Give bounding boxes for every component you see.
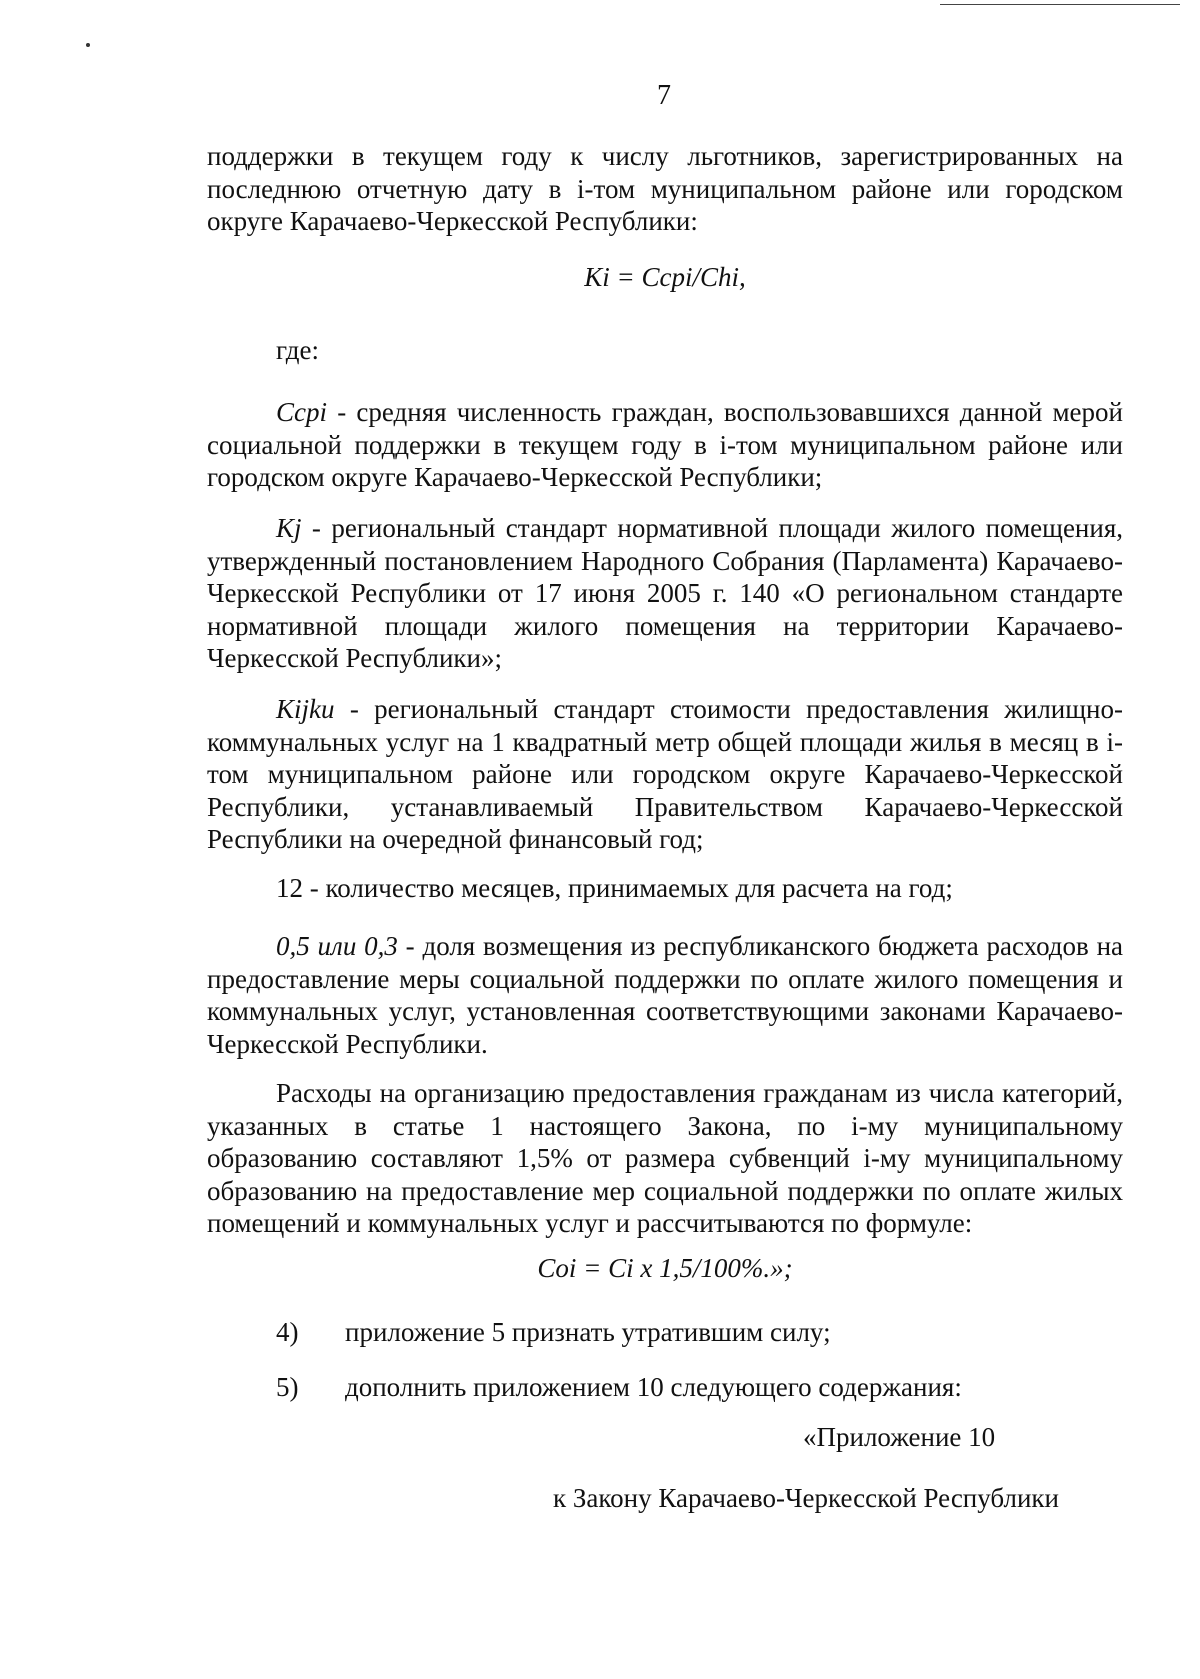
definition-text: 12 - количество месяцев, принимаемых для расчета на год;	[276, 873, 953, 903]
definition-kj	[207, 512, 1123, 675]
definition-term: 0,5 или 0,3	[276, 931, 398, 961]
definition-months	[207, 872, 1123, 905]
definition-kijku	[207, 693, 1123, 856]
scan-edge-line	[940, 4, 1180, 5]
definition-share	[207, 930, 1123, 1060]
formula-coi: Coi = Ci x 1,5/100%.»;	[537, 1253, 793, 1283]
page-number: 7	[657, 80, 671, 111]
list-item-number: 5)	[276, 1372, 299, 1402]
intro-paragraph: поддержки в текущем году к числу льготников, зарегистрированных на последнюю отчетную дату в i-том муниципальном районе или городском округе Карачаево-Черкесской Республики:	[207, 141, 1123, 236]
definition-term: Ccpi	[276, 397, 327, 427]
definition-text: - региональный стандарт нормативной площади жилого помещения, утвержденный постановлением Народного Собрания (Парламента) Карачаево-Черкесской Республики от 17 июня 2005 г. 140 «О региональном стандарте нормативной площади жилого помещения на территории Карачаево-Черкесской Республики»;	[207, 513, 1123, 673]
definition-text: - средняя численность граждан, воспользовавшихся данной мерой социальной поддержки в текущем году в i-том муниципальном районе или городском округе Карачаево-Черкесской Республики;	[207, 397, 1123, 492]
formula-ki: Ki = Ccpi/Chi,	[584, 262, 746, 292]
list-item-number: 4)	[276, 1317, 299, 1347]
where-label: где:	[276, 335, 319, 365]
definition-text: - доля возмещения из республиканского бюджета расходов на предоставление меры социальной поддержки по оплате жилого помещения и коммунальных услуг, установленная соответствующими законами Карачаево-Черкесской Республики.	[207, 931, 1124, 1059]
definition-term: Kj	[276, 513, 302, 543]
expenses-paragraph: Расходы на организацию предоставления гражданам из числа категорий, указанных в статье 1 настоящего Закона, по i-му муниципальному образованию составляют 1,5% от размера субвенций i-му муниципальному образованию на предоставление мер социальной поддержки по оплате жилых помещений и коммунальных услуг и рассчитываются по формуле:	[207, 1078, 1123, 1238]
definition-ccpi	[207, 396, 1123, 494]
definition-text: - региональный стандарт стоимости предоставления жилищно-коммунальных услуг на 1 квадратный метр общей площади жилья в месяц в i-том муниципальном районе или городском округе Карачаево-Черкесской Республики, устанавливаемый Правительством Карачаево-Черкесской Республики на очередной финансовый год;	[207, 694, 1123, 854]
definition-term: Kijku	[276, 694, 335, 724]
list-item-text: приложение 5 признать утратившим силу;	[345, 1317, 831, 1347]
appendix-title: «Приложение 10	[803, 1422, 996, 1452]
scan-speck	[86, 43, 90, 47]
appendix-law-reference: к Закону Карачаево-Черкесской Республики	[553, 1483, 1059, 1513]
list-item-text: дополнить приложением 10 следующего содержания:	[345, 1372, 962, 1402]
